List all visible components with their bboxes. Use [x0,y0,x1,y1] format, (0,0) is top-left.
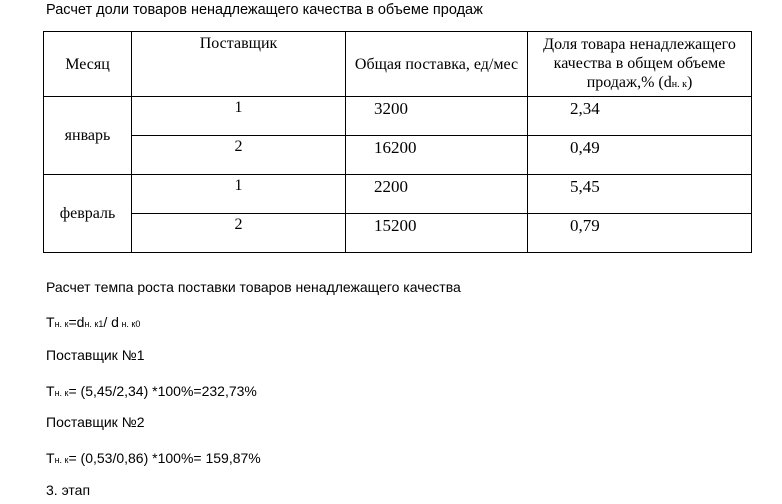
header-share-sub: н. к [671,78,687,90]
calc1-t: T [46,383,55,399]
formula-eq: =d [68,314,85,330]
supplier-2-heading: Поставщик №2 [46,414,145,430]
header-month: Месяц [44,32,132,97]
month-cell: февраль [44,175,132,253]
calc1-rest: = (5,45/2,34) *100%=232,73% [68,383,257,399]
supplier-1-calculation [46,383,257,399]
formula-d0-sub: н. к0 [118,319,141,329]
share-cell: 0,49 [528,136,752,175]
header-share [528,32,752,97]
table-row [44,175,752,214]
section-title: Расчет темпа роста поставки товаров ненадлежащего качества [46,279,461,295]
total-cell: 16200 [346,136,528,175]
quality-share-table [43,31,752,253]
total-cell: 2200 [346,175,528,214]
supplier-cell: 2 [132,136,346,175]
formula-slash: / d [103,314,119,330]
table-row [44,214,752,253]
formula-t: T [46,314,55,330]
table-header-row [44,32,752,97]
calc2-t-sub: н. к [54,455,69,465]
header-share-close: ) [686,73,693,91]
total-cell: 3200 [346,97,528,136]
supplier-cell: 1 [132,97,346,136]
header-share-text: Доля товара ненадлежащего качества в общем объеме продаж,% (d [543,35,736,91]
supplier-1-heading: Поставщик №1 [46,347,145,363]
table-row [44,97,752,136]
total-cell: 15200 [346,214,528,253]
supplier-2-calculation [46,450,261,466]
share-cell: 0,79 [528,214,752,253]
formula-d1-sub: н. к1 [84,319,104,329]
month-cell: январь [44,97,132,175]
header-total: Общая поставка, ед/мес [346,32,528,97]
share-cell: 5,45 [528,175,752,214]
calc2-rest: = (0,53/0,86) *100%= 159,87% [68,450,261,466]
share-cell: 2,34 [528,97,752,136]
formula-t-sub: н. к [54,319,69,329]
supplier-cell: 2 [132,214,346,253]
growth-formula [46,314,140,330]
stage-heading: 3. этап [46,482,91,498]
header-supplier: Поставщик [132,32,346,97]
table-row [44,136,752,175]
table-caption: Расчет доли товаров ненадлежащего качества в объеме продаж [46,2,483,18]
calc2-t: T [46,450,55,466]
calc1-t-sub: н. к [54,388,69,398]
supplier-cell: 1 [132,175,346,214]
